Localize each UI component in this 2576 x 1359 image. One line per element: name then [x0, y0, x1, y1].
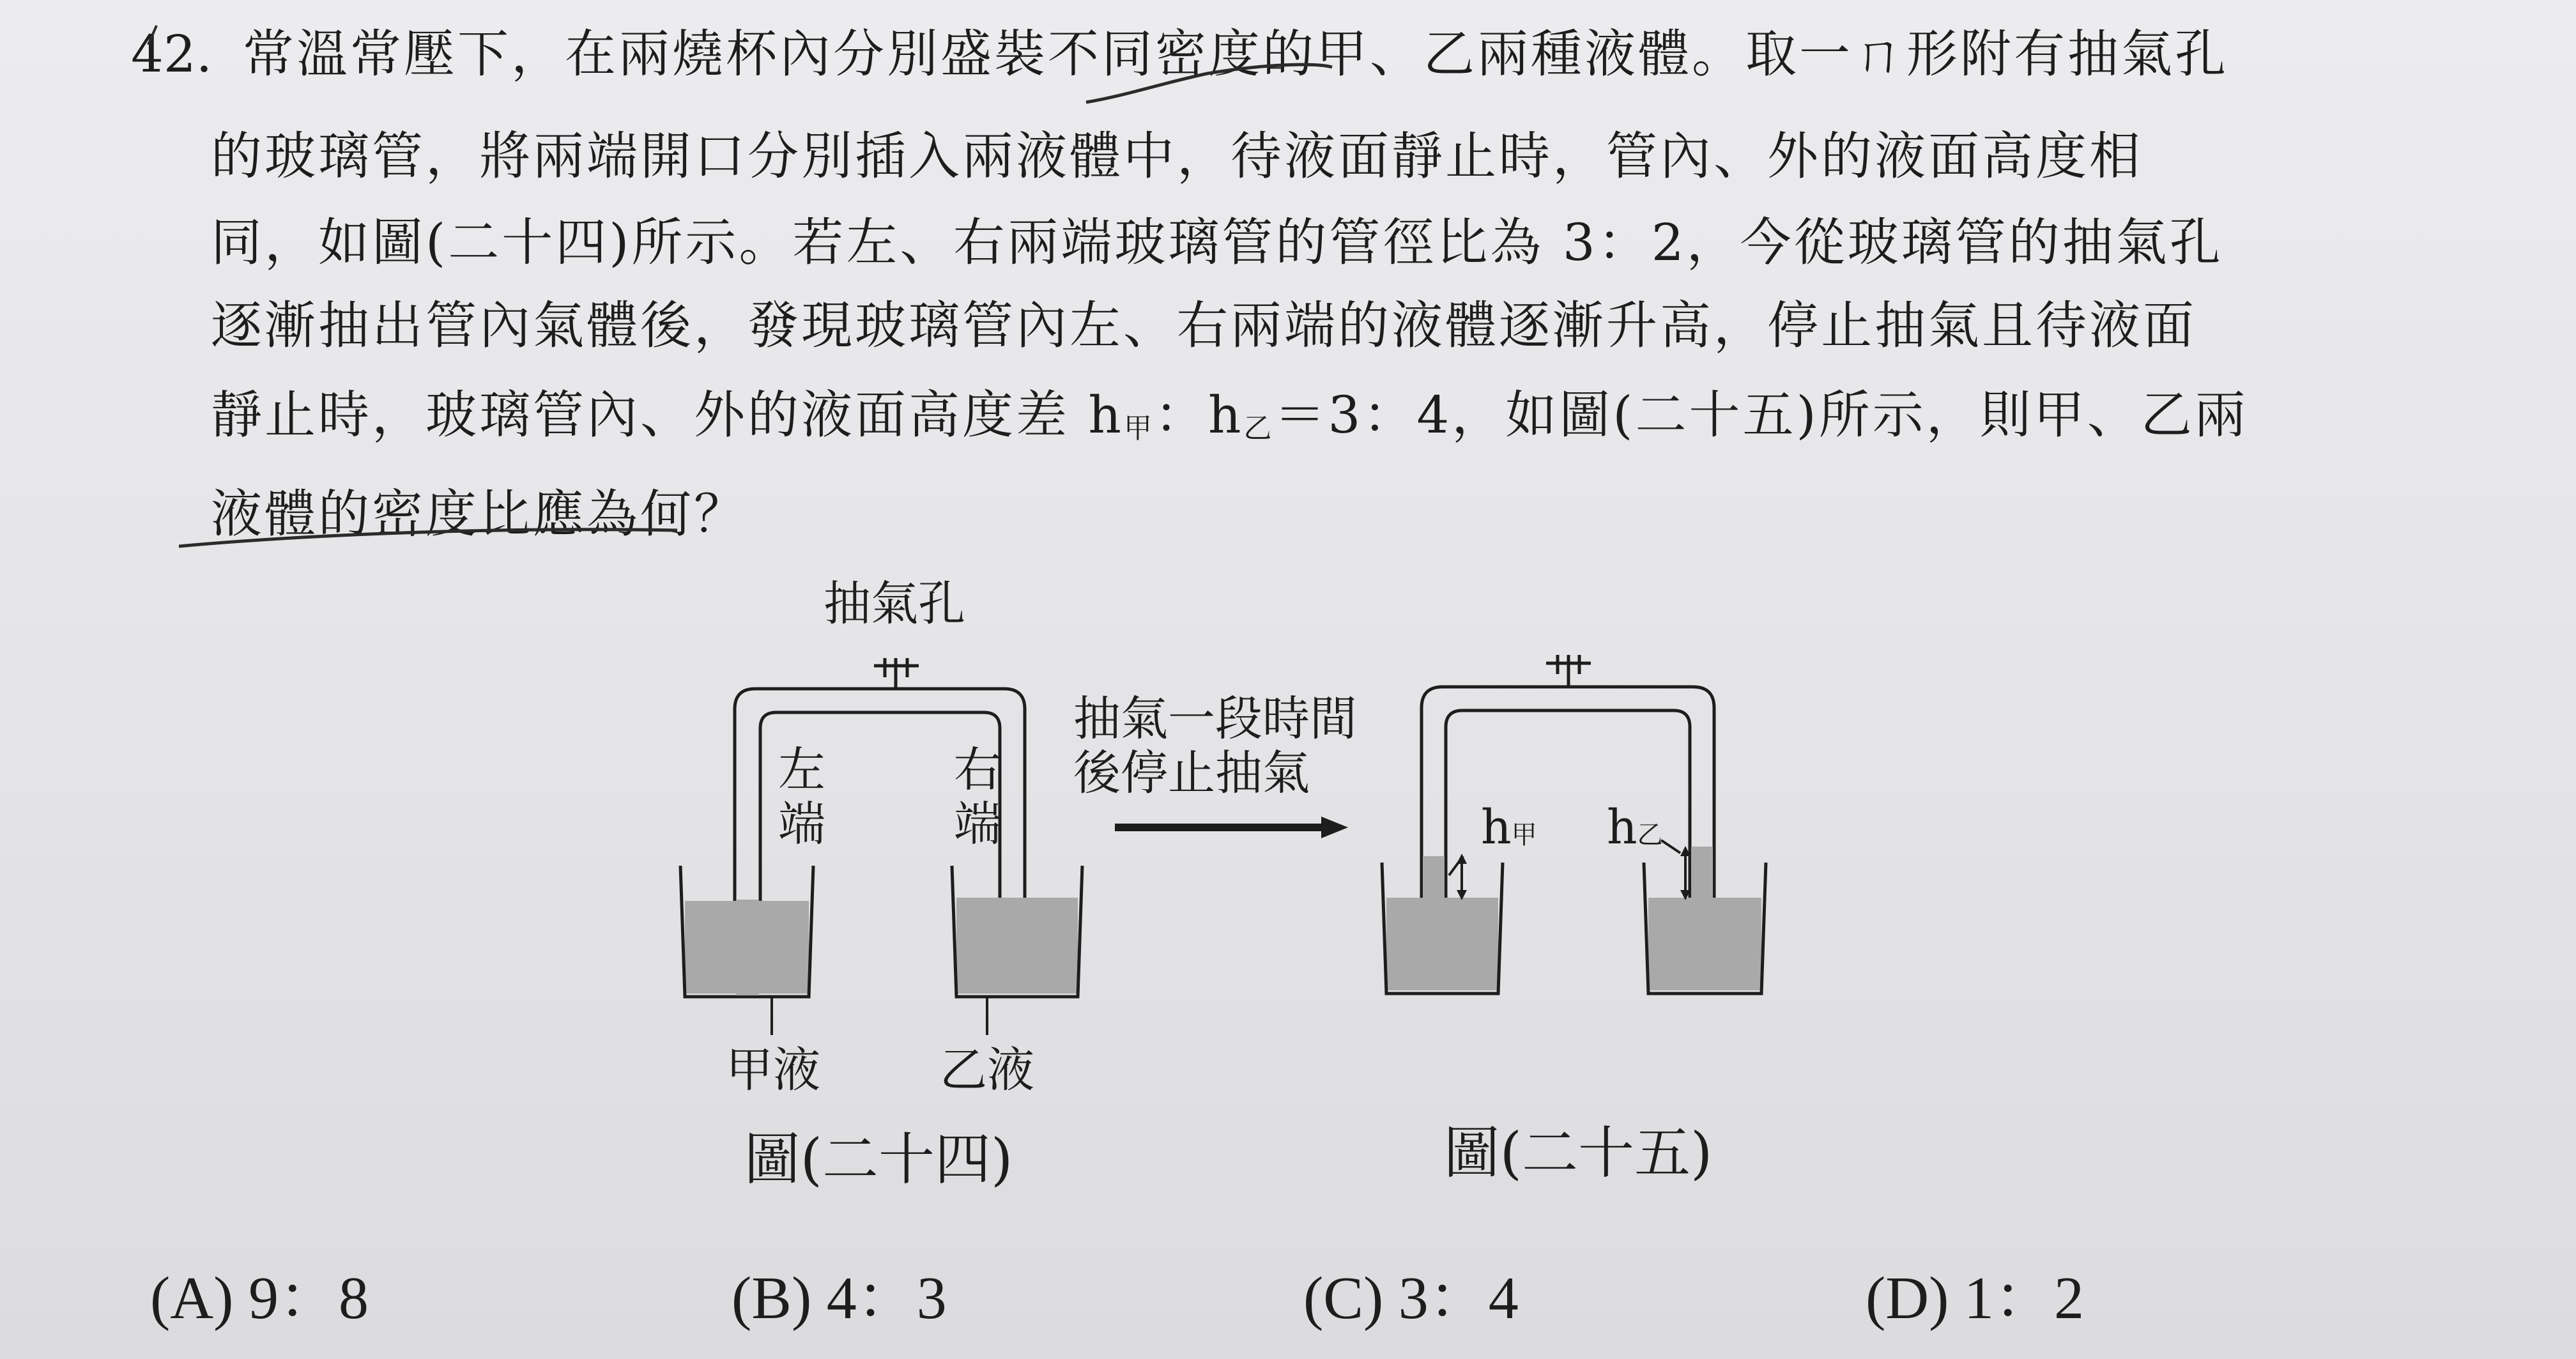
arrow-text-2: 後停止抽氣 [1073, 746, 1310, 801]
liquid-b-label: 乙液 [940, 1043, 1034, 1098]
h-a-arrow-up-icon [1457, 854, 1467, 864]
arrow-head-icon [1321, 817, 1348, 838]
liquid-b-fill [956, 898, 1078, 994]
choice-d[interactable]: (D) 1：2 [1866, 1265, 2084, 1332]
process-arrow [1073, 691, 1357, 838]
question-line-3: 同，如圖(二十四)所示。若左、右兩端玻璃管的管徑比為 3：2，今從玻璃管的抽氣孔 [211, 213, 2223, 272]
left-end-label-1: 左 [778, 742, 825, 797]
vent-label: 抽氣孔 [824, 576, 965, 631]
question-line-5: 靜止時，玻璃管內、外的液面高度差 h甲：h乙＝3：4，如圖(二十五)所示，則甲、乙兩 [211, 385, 2248, 445]
question-line-2: 的玻璃管，將兩端開口分別插入兩液體中，待液面靜止時，管內、外的液面高度相 [211, 127, 2143, 186]
left-end-label-2: 端 [778, 797, 825, 852]
question-number: 42. [131, 24, 213, 84]
figure-25 [1382, 655, 1766, 1186]
question-line-6: 液體的密度比應為何？ [211, 484, 747, 544]
choice-b[interactable]: (B) 4：3 [732, 1265, 947, 1332]
figure-24 [680, 576, 1082, 1192]
vent-valve-icon [1546, 655, 1591, 687]
h-b-label: h乙 [1607, 800, 1663, 855]
h-a-label: h甲 [1481, 800, 1537, 855]
arrow-text-1: 抽氣一段時間 [1073, 691, 1357, 746]
liquid-a-label: 甲液 [726, 1043, 820, 1098]
choice-c[interactable]: (C) 3：4 [1303, 1265, 1519, 1332]
choice-a[interactable]: (A) 9：8 [150, 1265, 369, 1332]
question-line-1: 常溫常壓下，在兩燒杯內分別盛裝不同密度的甲、乙兩種液體。取一ㄇ形附有抽氣孔 [243, 24, 2228, 84]
figure-24-caption: 圖(二十四) [744, 1126, 1013, 1192]
right-end-label-2: 端 [954, 797, 1001, 852]
vent-valve-icon [874, 658, 919, 690]
question-line-4: 逐漸抽出管內氣體後，發現玻璃管內左、右兩端的液體逐漸升高，停止抽氣且待液面 [211, 296, 2196, 355]
figure-25-caption: 圖(二十五) [1443, 1120, 1713, 1186]
right-end-label-1: 右 [954, 742, 1001, 797]
